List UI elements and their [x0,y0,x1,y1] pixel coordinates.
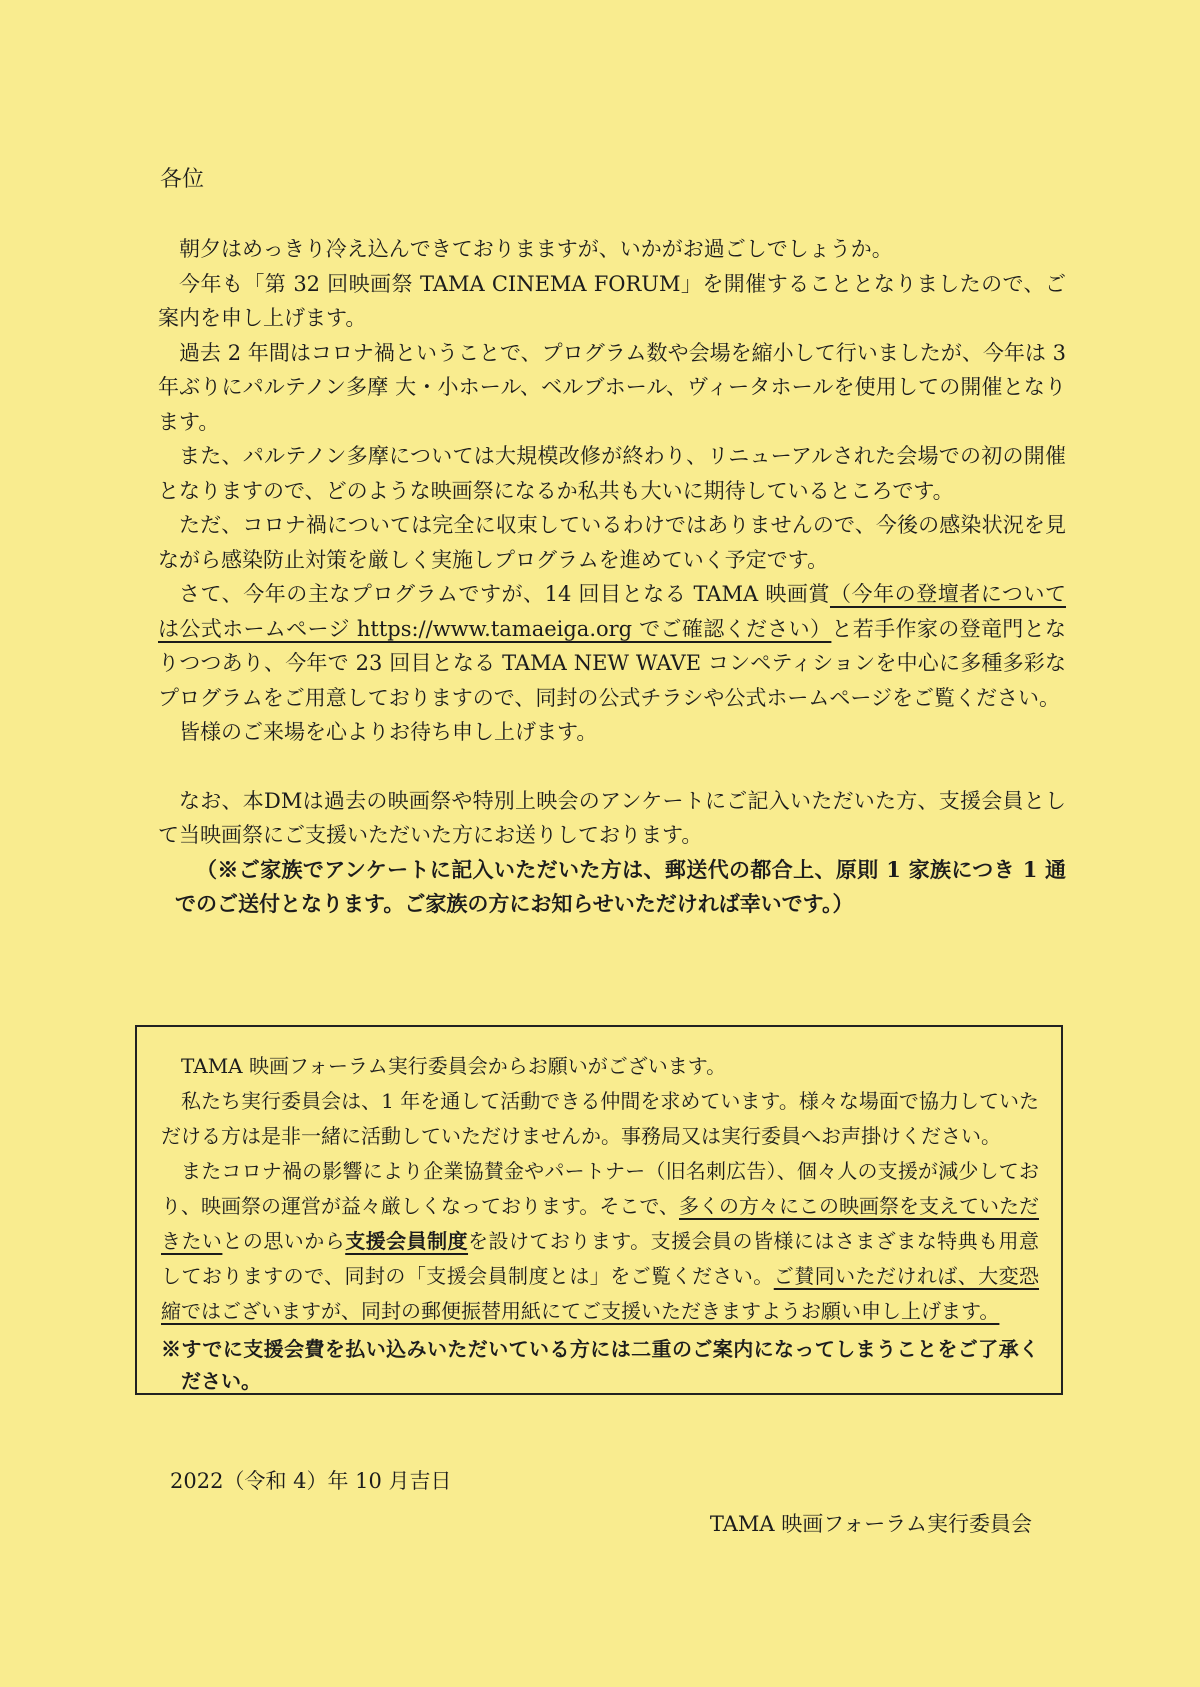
paragraph-greeting: 朝夕はめっきり冷え込んできておりまますが、いかがお過ごしでしょうか。 [179,237,893,261]
notice-support-text-3: を設けております。支援会員の皆様にはさまざまな特典も用意しておりますので、同封の「支援会員制度とは」をご覧ください。 [161,1229,1040,1288]
paragraph-announcement: 今年も「第 32 回映画祭 TAMA CINEMA FORUM」を開催することとなりましたので、ご案内を申し上げます。 [158,271,1066,330]
notice-already-paid: ※すでに支援会費を払い込みいただいている方には二重のご案内になってしまうことをご了承ください。 [161,1337,1039,1393]
sender-signature: TAMA 映画フォーラム実行委員会 [709,1512,1032,1536]
paragraph-renewal: また、パルテノン多摩については大規模改修が終わり、リニューアルされた会場での初の開催となりますので、どのような映画祭になるか私共も大いに期待しているところです。 [158,444,1066,503]
paragraph-welcome: 皆様のご来場を心よりお待ち申し上げます。 [179,720,598,744]
programs-text: さて、今年の主なプログラムですが、14 回目となる TAMA 映画賞 [179,582,830,606]
notice-support-request: ご賛同いただければ、大変恐縮ではございますが、同封の郵便振替用紙にてご支援いただきますようお願い申し上げます。 [161,1264,1040,1323]
notice-support-underlined: 多くの方々にこの映画祭を支えていただきたい [161,1194,1039,1253]
notice-volunteers: 私たち実行委員会は、1 年を通して活動できる仲間を求めています。様々な場面で協力していただける方は是非一緒に活動していただけませんか。事務局又は実行委員へお声掛けください。 [161,1089,1039,1148]
spacer [158,750,1066,784]
family-note: （※ご家族でアンケートに記入いただいた方は、郵送代の都合上、原則 1 家族につき 1 通でのご送付となります。ご家族の方にお知らせいただければ幸いです。） [175,856,1066,916]
notice-intro: TAMA 映画フォーラム実行委員会からお願いがございます。 [181,1054,727,1078]
support-notice-box [135,1025,1063,1395]
support-membership-term: 支援会員制度 [345,1229,469,1253]
paragraph-programs [158,577,1066,715]
letter-date: 2022（令和 4）年 10 月吉日 [170,1469,452,1493]
website-link[interactable]: （今年の登壇者については公式ホームページ https://www.tamaeiga.org でご確認ください） [158,582,1066,641]
paragraph-dm-notice: なお、本DMは過去の映画祭や特別上映会のアンケートにご記入いただいた方、支援会員として当映画祭にご支援いただいた方にお送りしております。 [158,788,1066,847]
notice-support-text: またコロナ禍の影響により企業協賛金やパートナー（旧名刺広告）、個々人の支援が減少しており、映画祭の運営が益々厳しくなっております。そこで、 [161,1159,1039,1218]
programs-text-cont: と若手作家の登竜門となりつつあり、今年で 23 回目となる TAMA NEW WAVE コンペティションを中心に多種多彩なプログラムをご用意しておりますので、同封の公式チラシや公式ホームページをご覧ください。 [158,616,1067,710]
letter-body [158,232,1066,922]
notice-support [161,1154,1039,1329]
salutation: 各位 [160,167,205,192]
paragraph-covid: ただ、コロナ禍については完全に収束しているわけではありませんので、今後の感染状況を見ながら感染防止対策を厳しく実施しプログラムを進めていく予定です。 [158,513,1066,572]
paragraph-venues: 過去 2 年間はコロナ禍ということで、プログラム数や会場を縮小して行いましたが、今年は 3 年ぶりにパルテノン多摩 大・小ホール、ベルブホール、ヴィータホールを使用しての開催となります。 [158,340,1066,434]
notice-support-text-2: との思いから [222,1229,346,1253]
